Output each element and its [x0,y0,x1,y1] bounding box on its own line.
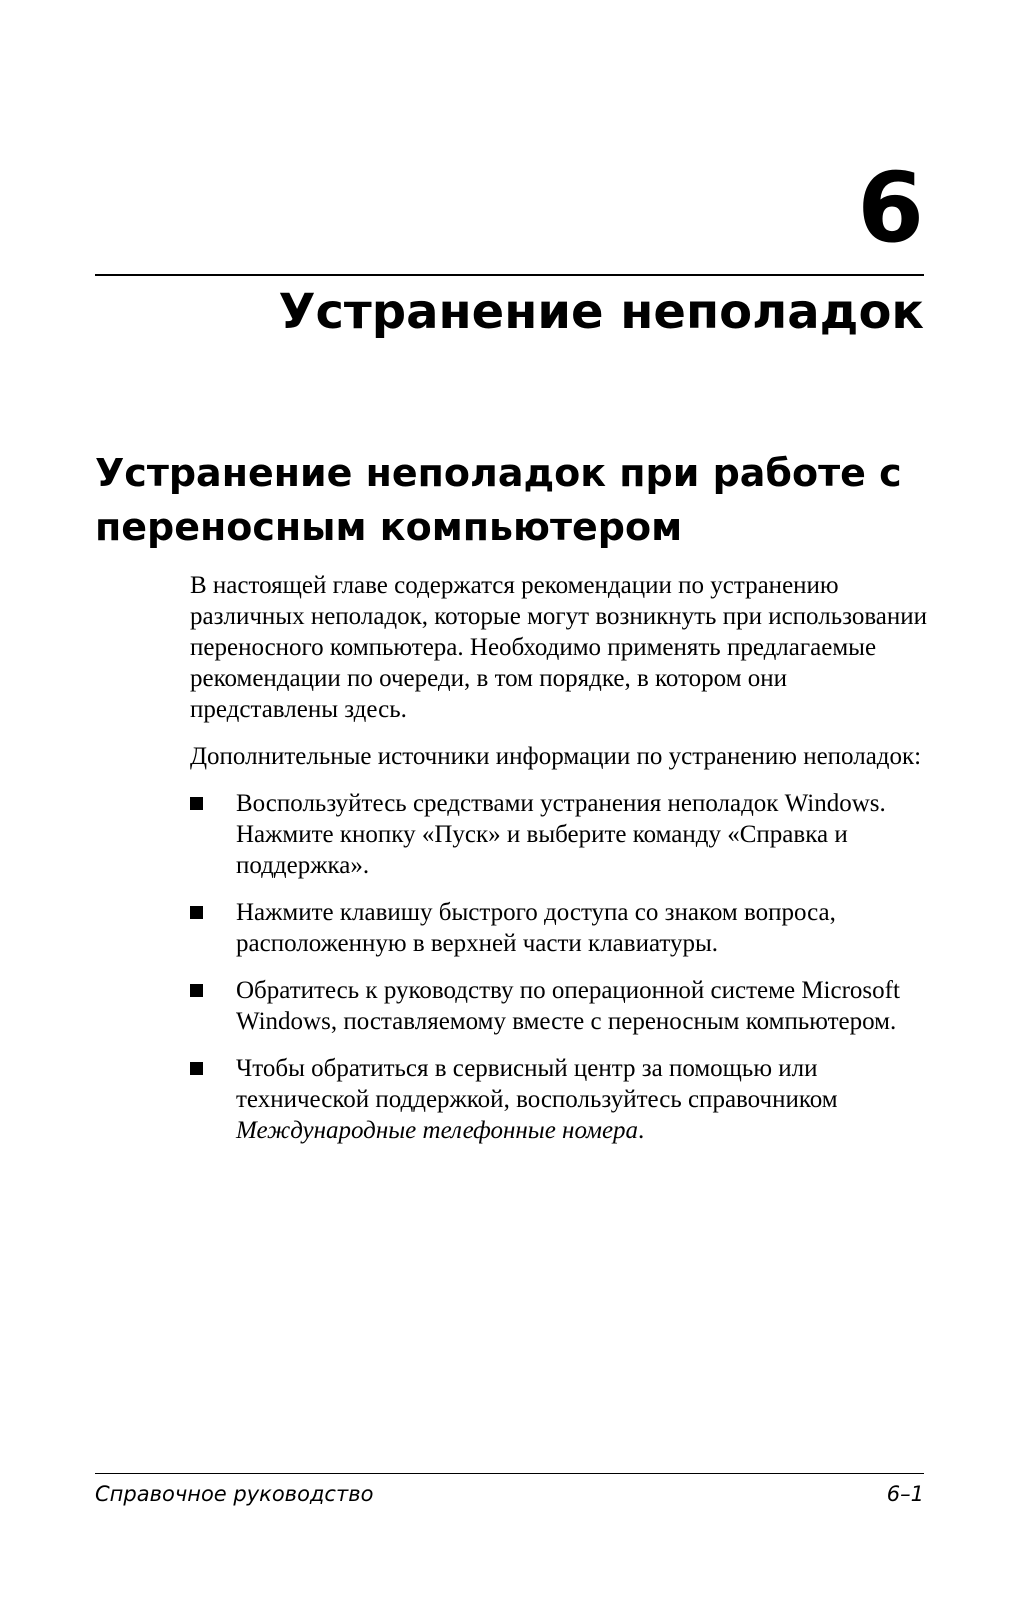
bullet-list [190,788,940,1146]
square-bullet-icon [190,984,203,997]
square-bullet-icon [190,906,203,919]
list-item [190,897,940,959]
list-item-end: . [638,1117,645,1144]
paragraph-intro: В настоящей главе содержатся рекомендации по устранению различных неполадок, которые могут возникнуть при использовании переносного компьютера. Необходимо применять предлагаемые рекомендации по очереди, в том порядке, в котором они представлены здесь. [190,572,928,723]
chapter-title: Устранение неполадок [278,284,924,340]
footer-divider [95,1473,924,1474]
paragraph-sources: Дополнительные источники информации по устранению неполадок: [190,743,922,770]
chapter-divider [95,274,924,276]
list-item [190,1053,940,1146]
list-item-text: Воспользуйтесь средствами устранения неполадок Windows. Нажмите кнопку «Пуск» и выберите команду «Справка и поддержка». [236,790,886,879]
square-bullet-icon [190,797,203,810]
section-title: Устранение неполадок при работе с переносным компьютером [95,451,902,549]
footer-page-number: 6–1 [886,1482,924,1506]
reference-title: Международные телефонные номера [236,1117,639,1144]
square-bullet-icon [190,1062,203,1075]
list-item [190,788,940,881]
chapter-number: 6 [857,152,924,264]
body-text [190,570,940,1162]
list-item-text: Нажмите клавишу быстрого доступа со знаком вопроса, расположенную в верхней части клавиатуры. [236,899,836,957]
footer-manual-title: Справочное руководство [95,1482,374,1506]
list-item [190,975,940,1037]
list-item-text: Обратитесь к руководству по операционной системе Microsoft Windows, поставляемому вместе с переносным компьютером. [236,977,900,1035]
list-item-text: Чтобы обратиться в сервисный центр за помощью или технической поддержкой, воспользуйтесь справочником [236,1055,838,1113]
